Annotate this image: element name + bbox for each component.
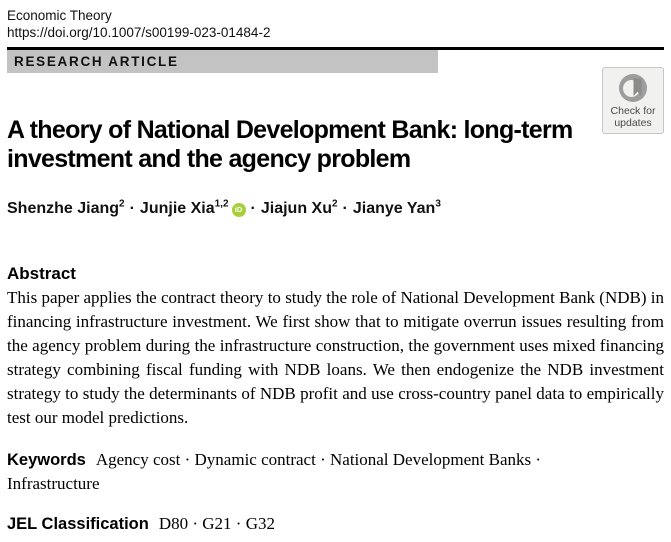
keywords-label: Keywords (7, 451, 86, 469)
authors-line (7, 200, 664, 218)
keywords-values: Agency cost · Dynamic contract · National Development Banks · Infrastructure (7, 450, 542, 493)
jel-line (7, 512, 664, 536)
author-affiliation-superscript: 2 (119, 198, 125, 210)
article-type-banner (7, 47, 664, 73)
orcid-icon[interactable]: iD (232, 203, 246, 217)
check-for-updates-badge[interactable] (602, 67, 664, 134)
journal-name: Economic Theory (7, 8, 112, 23)
check-for-updates-label (605, 105, 661, 129)
masthead (7, 7, 664, 41)
article-title (7, 116, 664, 174)
jel-values: D80 · G21 · G32 (158, 514, 275, 533)
keywords-line (7, 448, 625, 496)
article-type-label: RESEARCH ARTICLE (14, 54, 179, 69)
abstract-text: This paper applies the contract theory to study the role of National Development Bank (NDB) in financing infrastructure investment. We first show that to mitigate overrun issues resulting from the agency problem during the infrastructure construction, the government uses mixed financing strategy combining fiscal funding with NDB loans. We then endogenize the NDB investment strategy to study the determinants of NDB profit and use cross-country panel data to empirically test our model predictions. (7, 288, 664, 427)
author-separator: · (250, 200, 256, 217)
article-title-line2: investment and the agency problem (7, 145, 411, 173)
author-name: Shenzhe Jiang$^2$ (7, 198, 125, 217)
author-affiliation-superscript: 2 (331, 198, 338, 210)
doi-text: https://doi.org/10.1007/s00199-023-01484-2 (7, 25, 271, 40)
abstract-heading: Abstract (7, 264, 76, 283)
author-separator: · (129, 200, 135, 217)
author-affiliation-superscript: 1,2 (214, 198, 229, 210)
jel-label: JEL Classification (7, 515, 149, 533)
article-title-line1: A theory of National Development Bank: long-term (7, 116, 573, 144)
crossmark-icon (618, 73, 648, 103)
author-affiliation-superscript: 3 (435, 198, 441, 210)
author-separator: · (342, 200, 348, 217)
author-name: Jiajun Xu$^2$ (260, 198, 338, 217)
author-name: Junjie Xia$^{1,2}$ iD (140, 200, 246, 217)
author-name: Jianye Yan$^3$ (352, 198, 441, 217)
article-type-label-bar (7, 50, 438, 73)
check-for-updates-label-line1: Check for (610, 105, 656, 117)
check-for-updates-label-line2: updates (614, 117, 652, 129)
